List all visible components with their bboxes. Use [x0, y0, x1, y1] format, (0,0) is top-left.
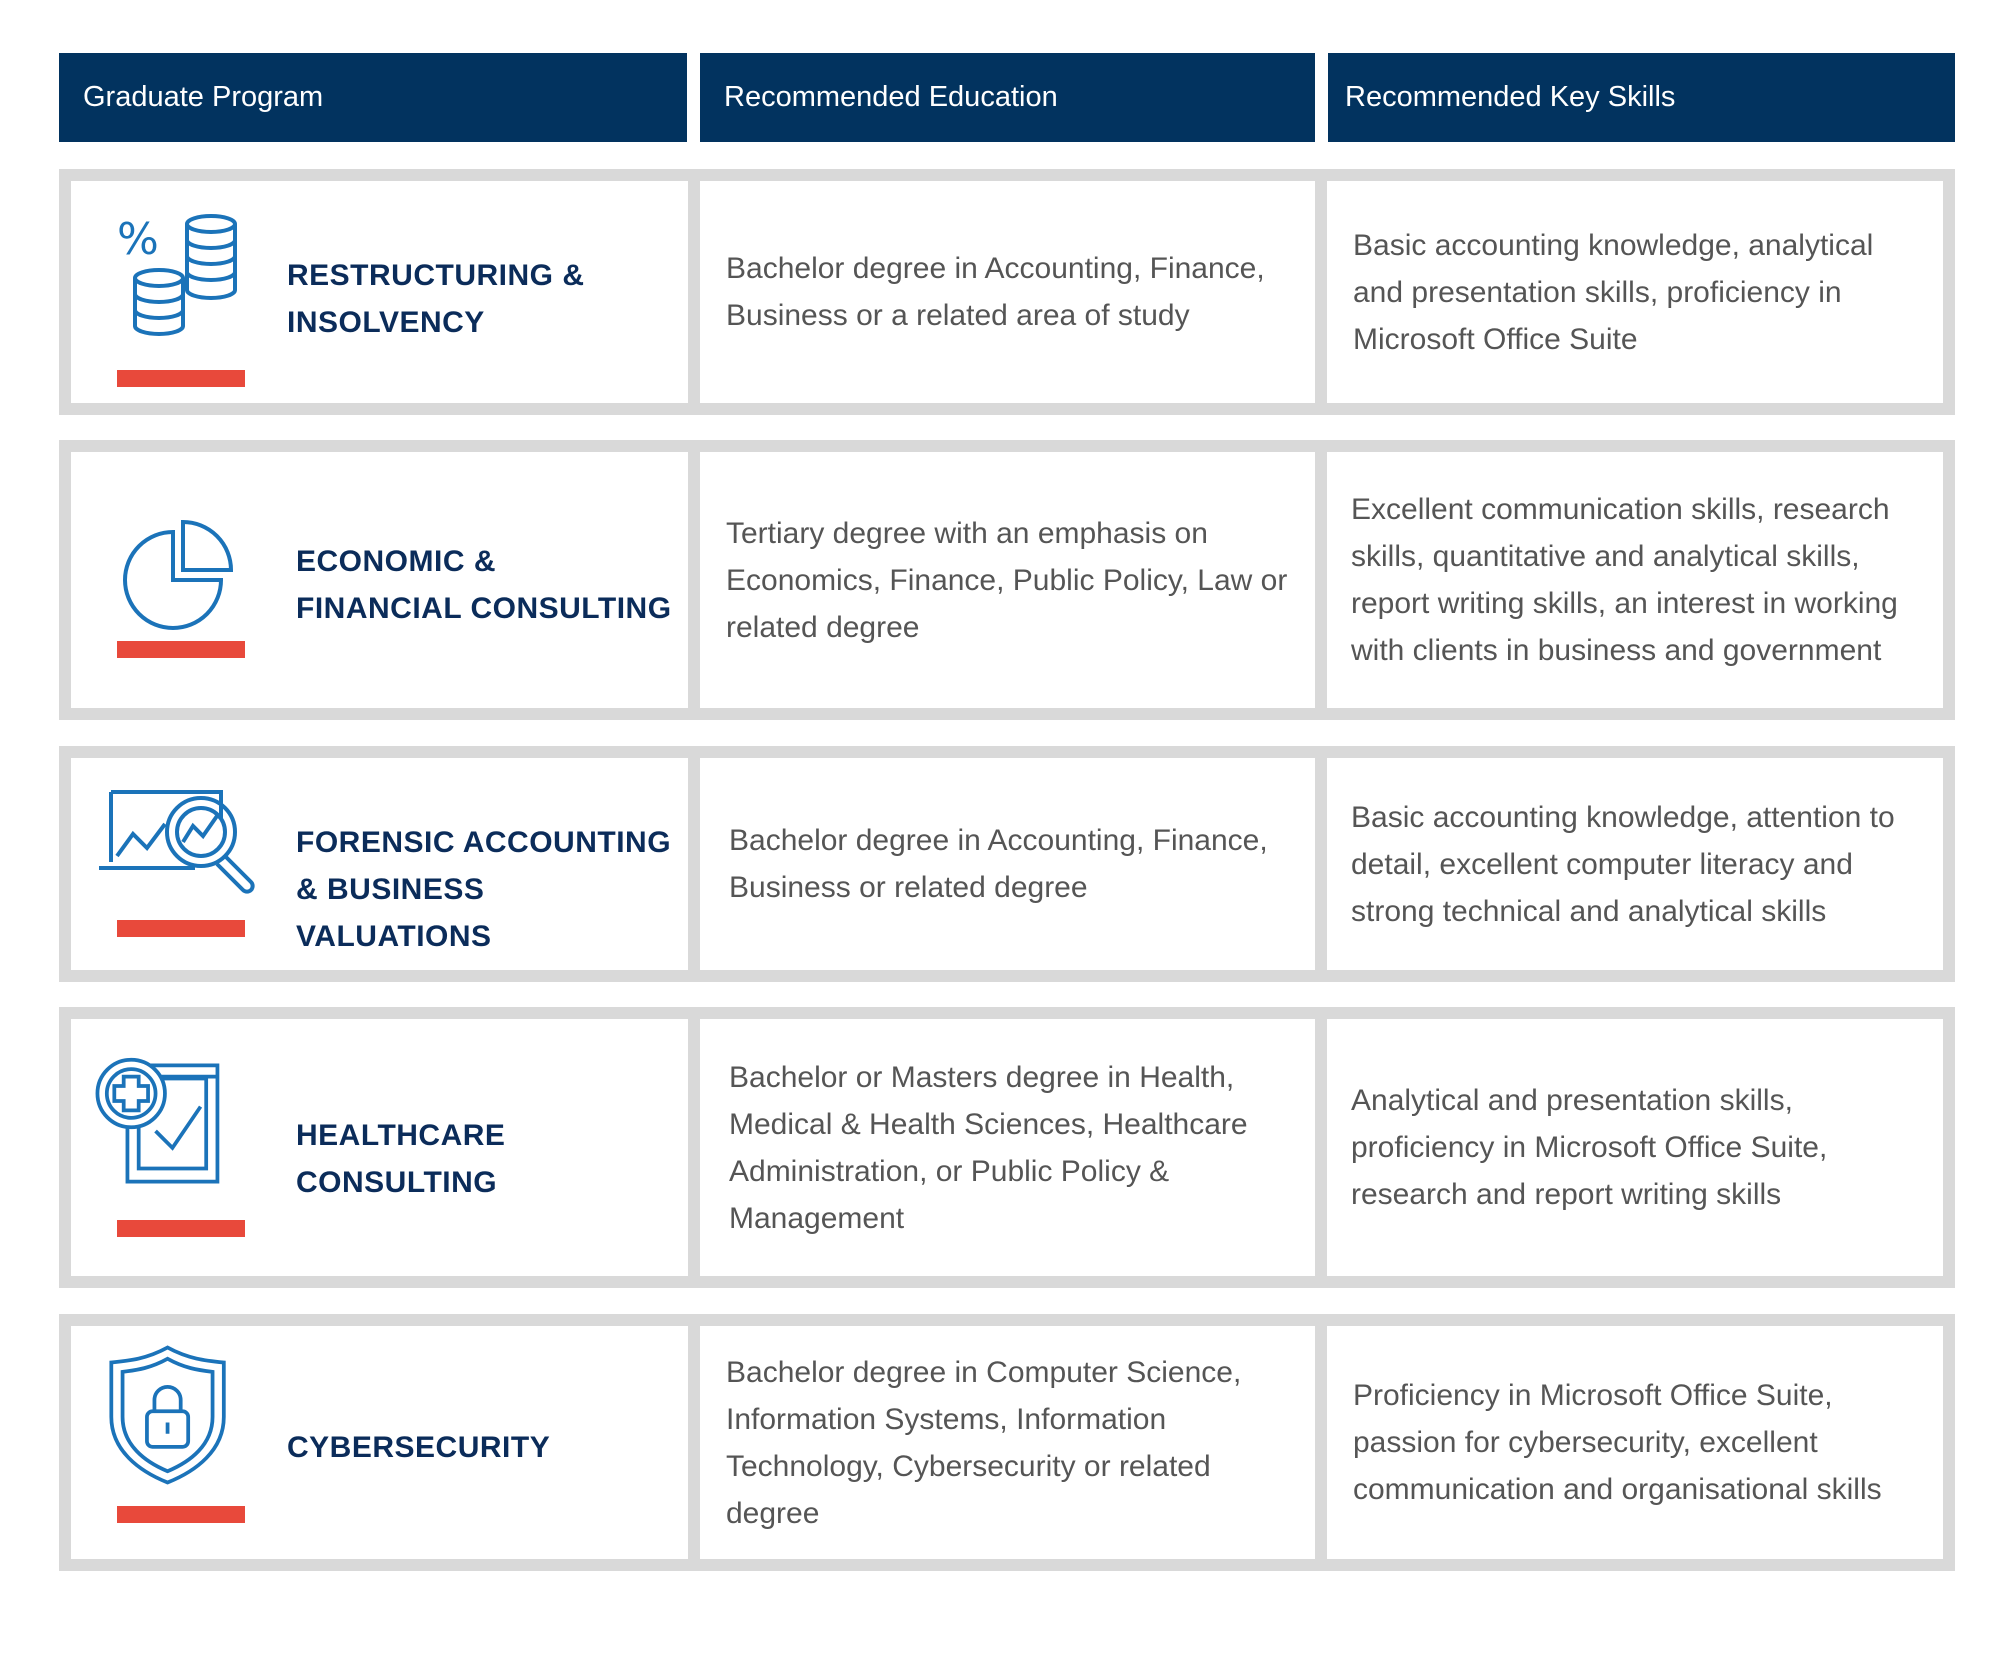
program-title-line1: CYBERSECURITY	[287, 1431, 551, 1464]
program-cell	[71, 452, 688, 708]
accent-bar	[117, 1220, 245, 1237]
program-title-line1: ECONOMIC &	[296, 545, 496, 578]
skills-text: Proficiency in Microsoft Office Suite, passion for cybersecurity, excellent communication and organisational skills	[1353, 1379, 1882, 1506]
education-text: Bachelor degree in Accounting, Finance, Business or a related area of study	[726, 252, 1265, 332]
svg-text:%: %	[117, 214, 159, 265]
program-title	[287, 252, 677, 346]
education-cell	[700, 1019, 1315, 1276]
laptop-magnifier-icon	[95, 772, 265, 922]
table-row	[59, 1314, 1955, 1571]
header-label: Recommended Key Skills	[1345, 81, 1676, 113]
table-row	[59, 1007, 1955, 1288]
program-title	[296, 1112, 686, 1206]
education-text: Bachelor degree in Accounting, Finance, Business or related degree	[729, 824, 1268, 904]
shield-lock-icon	[101, 1340, 251, 1490]
program-cell	[71, 758, 688, 970]
medical-clipboard-icon	[89, 1041, 239, 1191]
skills-cell	[1327, 1326, 1943, 1559]
header-recommended-key-skills	[1328, 53, 1955, 142]
education-cell	[700, 181, 1315, 403]
program-title-line2: & BUSINESS VALUATIONS	[296, 873, 492, 953]
program-title	[296, 819, 686, 960]
coins-percent-icon	[101, 202, 251, 352]
program-cell	[71, 181, 688, 403]
education-text: Bachelor or Masters degree in Health, Medical & Health Sciences, Healthcare Administration, or Public Policy & Management	[729, 1060, 1248, 1235]
program-title	[296, 538, 686, 632]
program-title-line2: FINANCIAL CONSULTING	[296, 592, 672, 625]
skills-cell	[1327, 758, 1943, 970]
table-row	[59, 169, 1955, 415]
program-title-line1: HEALTHCARE	[296, 1119, 506, 1152]
table-row	[59, 746, 1955, 982]
program-title-line2: INSOLVENCY	[287, 306, 485, 339]
program-title-line2: CONSULTING	[296, 1166, 498, 1199]
education-cell	[700, 758, 1315, 970]
skills-text: Basic accounting knowledge, analytical and presentation skills, proficiency in Microsoft Office Suite	[1353, 228, 1874, 356]
program-cell	[71, 1326, 688, 1559]
accent-bar	[117, 1506, 245, 1523]
skills-cell	[1327, 1019, 1943, 1276]
header-recommended-education	[700, 53, 1315, 142]
program-title	[287, 1424, 677, 1471]
education-text: Tertiary degree with an emphasis on Economics, Finance, Public Policy, Law or related degree	[726, 516, 1288, 644]
header-graduate-program	[59, 53, 687, 142]
program-title-line1: FORENSIC ACCOUNTING	[296, 826, 672, 859]
accent-bar	[117, 920, 245, 937]
education-cell	[700, 452, 1315, 708]
skills-text: Basic accounting knowledge, attention to detail, excellent computer literacy and strong technical and analytical skills	[1351, 800, 1895, 928]
header-label: Recommended Education	[724, 81, 1058, 113]
accent-bar	[117, 641, 245, 658]
skills-cell	[1327, 452, 1943, 708]
accent-bar	[117, 370, 245, 387]
program-title-line1: RESTRUCTURING &	[287, 259, 585, 292]
skills-text: Excellent communication skills, research skills, quantitative and analytical skills, report writing skills, an interest in working with clients in business and government	[1351, 493, 1898, 667]
header-label: Graduate Program	[83, 81, 324, 113]
skills-cell	[1327, 181, 1943, 403]
program-cell	[71, 1019, 688, 1276]
pie-chart-icon	[101, 492, 251, 642]
education-cell	[700, 1326, 1315, 1559]
skills-text: Analytical and presentation skills, proficiency in Microsoft Office Suite, research and report writing skills	[1351, 1084, 1828, 1211]
table-row	[59, 440, 1955, 720]
education-text: Bachelor degree in Computer Science, Information Systems, Information Technology, Cybersecurity or related degree	[726, 1355, 1242, 1530]
